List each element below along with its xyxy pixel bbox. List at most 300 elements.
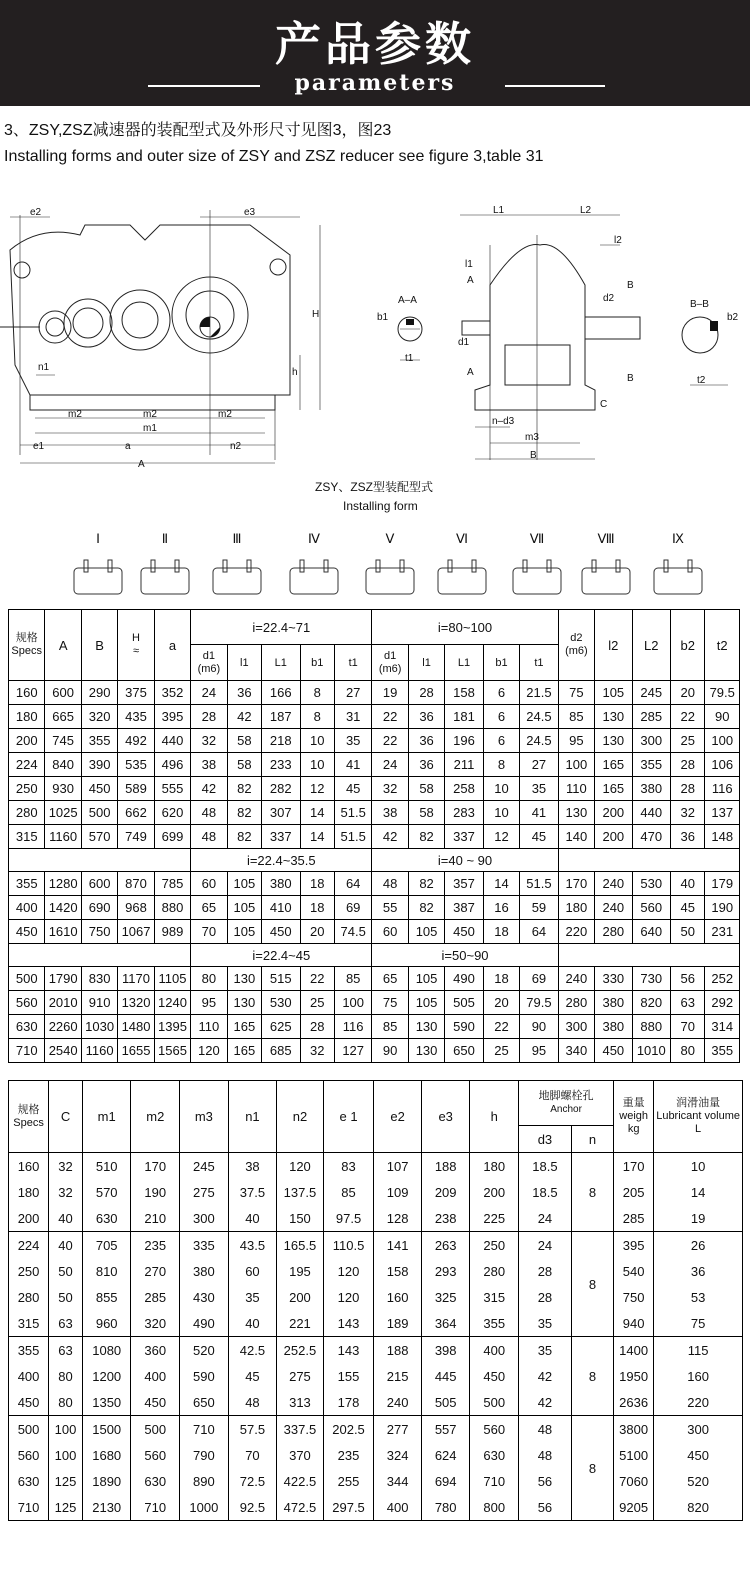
table-cell: 22: [671, 705, 705, 729]
table-cell: 280: [9, 1284, 49, 1310]
table-cell: 20: [300, 920, 334, 944]
table-cell: 560: [9, 991, 45, 1015]
dim-d2: d2: [603, 293, 615, 304]
installing-form-box: [74, 568, 122, 594]
table-cell: 313: [277, 1389, 323, 1416]
t1-header-H: H ≈: [118, 610, 154, 681]
installing-form-shaft: [688, 560, 692, 572]
table-cell: 80: [671, 1039, 705, 1063]
section-bb-t2: t2: [697, 375, 706, 386]
table-cell: 500: [81, 801, 117, 825]
table-cell: 85: [372, 1015, 408, 1039]
table-cell: 57.5: [228, 1416, 277, 1443]
table-cell: 180: [9, 705, 45, 729]
table-cell: 557: [421, 1416, 470, 1443]
table-cell: 263: [421, 1232, 470, 1259]
t2-header-e2: e2: [374, 1081, 422, 1153]
table-cell: 10: [654, 1153, 743, 1180]
dim-d1: d1: [458, 337, 470, 348]
table-cell: 48: [519, 1442, 572, 1468]
table-cell: 45: [520, 825, 558, 849]
installing-form-shaft: [592, 560, 596, 572]
table-cell: 95: [558, 729, 594, 753]
table-cell: 2130: [82, 1494, 131, 1521]
dim-e3: e3: [244, 207, 256, 218]
table-cell: 27: [334, 681, 371, 705]
table-cell: 840: [45, 753, 81, 777]
table-cell: 95: [520, 1039, 558, 1063]
table-cell: 1790: [45, 967, 81, 991]
t1-header-b2: b2: [671, 610, 705, 681]
table-cell: 10: [483, 801, 519, 825]
table-cell: 330: [595, 967, 632, 991]
table-cell: 116: [334, 1015, 371, 1039]
installing-form-shaft: [324, 560, 328, 572]
table-cell: 440: [632, 801, 670, 825]
installing-form-shaft: [151, 560, 155, 572]
table-cell: 245: [632, 681, 670, 705]
table-cell: 35: [519, 1337, 572, 1364]
table-cell: 435: [118, 705, 154, 729]
table-cell: 19: [372, 681, 408, 705]
table-cell: 1320: [118, 991, 154, 1015]
table-cell: 430: [180, 1284, 229, 1310]
table-cell: 320: [131, 1310, 180, 1337]
table-cell: 55: [372, 896, 408, 920]
table-cell: 357: [445, 872, 483, 896]
t2-header-weight: 重量 weigh kg: [614, 1081, 654, 1153]
table-cell: 20: [483, 991, 519, 1015]
table-cell: 352: [154, 681, 190, 705]
table-cell: 130: [558, 801, 594, 825]
table-cell: 314: [705, 1015, 740, 1039]
table-cell: 292: [705, 991, 740, 1015]
table-cell: 41: [334, 753, 371, 777]
table-cell: 630: [82, 1205, 131, 1232]
table-cell: 187: [262, 705, 300, 729]
table-cell: 280: [558, 991, 594, 1015]
table-cell: 69: [334, 896, 371, 920]
table-cell: 38: [228, 1153, 277, 1180]
table-cell: 143: [323, 1337, 374, 1364]
table-cell: 315: [470, 1284, 519, 1310]
table-cell: 492: [118, 729, 154, 753]
installing-form-label: Ⅰ: [96, 531, 100, 546]
table-cell: 189: [374, 1310, 422, 1337]
table-cell: 180: [470, 1153, 519, 1180]
table-cell: 1160: [45, 825, 81, 849]
table-cell: 1890: [82, 1468, 131, 1494]
table-cell: 179: [705, 872, 740, 896]
table-cell: 35: [334, 729, 371, 753]
table-cell: 240: [595, 896, 632, 920]
table-cell: 100: [705, 729, 740, 753]
table-cell: 1025: [45, 801, 81, 825]
side-view: [460, 215, 640, 460]
t1-header-b1-b: b1: [483, 645, 519, 681]
table-cell: 125: [49, 1468, 83, 1494]
table-cell: 535: [118, 753, 154, 777]
intro-line-cn: 3、ZSY,ZSZ减速器的装配型式及外形尺寸见图3，图23: [4, 122, 392, 139]
dim-L2: L2: [580, 205, 592, 216]
range-blank: [558, 849, 739, 872]
table-cell: 38: [191, 753, 227, 777]
t1-header-t1-b: t1: [520, 645, 558, 681]
table-cell: 337.5: [277, 1416, 323, 1443]
table-cell: 69: [520, 967, 558, 991]
table-cell: 285: [614, 1205, 654, 1232]
dim-H: H: [312, 309, 320, 320]
table-cell: 105: [227, 920, 261, 944]
table-cell: 665: [45, 705, 81, 729]
table-cell: 170: [558, 872, 594, 896]
table-cell: 22: [372, 729, 408, 753]
table-cell: 470: [632, 825, 670, 849]
table-cell: 315: [9, 825, 45, 849]
table-cell: 1030: [81, 1015, 117, 1039]
table-cell: 218: [262, 729, 300, 753]
table-cell: 72.5: [228, 1468, 277, 1494]
table-cell: 65: [372, 967, 408, 991]
table-row: [9, 1232, 743, 1259]
table-row: [9, 1468, 743, 1494]
anchor-count-cell: 8: [571, 1232, 613, 1337]
table-cell: 307: [262, 801, 300, 825]
table-row: [9, 777, 740, 801]
table-cell: 130: [227, 991, 261, 1015]
table-cell: 380: [595, 1015, 632, 1039]
table-cell: 165: [595, 777, 632, 801]
table-cell: 165: [227, 1015, 261, 1039]
table-cell: 128: [374, 1205, 422, 1232]
table-cell: 620: [154, 801, 190, 825]
table-cell: 82: [408, 825, 444, 849]
table-cell: 143: [323, 1310, 374, 1337]
table-cell: 705: [82, 1232, 131, 1259]
table-cell: 26: [654, 1232, 743, 1259]
table-cell: 855: [82, 1284, 131, 1310]
table-cell: 166: [262, 681, 300, 705]
table-cell: 870: [118, 872, 154, 896]
table-cell: 750: [81, 920, 117, 944]
table-cell: 58: [227, 753, 261, 777]
table-cell: 42: [372, 825, 408, 849]
table-cell: 140: [558, 825, 594, 849]
table-cell: 110.5: [323, 1232, 374, 1259]
table-cell: 930: [45, 777, 81, 801]
table-cell: 600: [45, 681, 81, 705]
installing-form-shaft: [523, 560, 527, 572]
table-cell: 130: [408, 1015, 444, 1039]
table-cell: 785: [154, 872, 190, 896]
dim-B-top: B: [627, 280, 634, 291]
table-cell: 472.5: [277, 1494, 323, 1521]
table-cell: 137.5: [277, 1179, 323, 1205]
installing-form-box: [213, 568, 261, 594]
table-cell: 360: [131, 1337, 180, 1364]
table-cell: 355: [9, 1337, 49, 1364]
table-cell: 2260: [45, 1015, 81, 1039]
table-cell: 355: [632, 753, 670, 777]
table-cell: 79.5: [705, 681, 740, 705]
table-cell: 14: [300, 801, 334, 825]
table-cell: 32: [300, 1039, 334, 1063]
table-cell: 28: [191, 705, 227, 729]
table-cell: 515: [262, 967, 300, 991]
dim-n2: n2: [230, 441, 242, 452]
table-cell: 45: [334, 777, 371, 801]
table-cell: 240: [558, 967, 594, 991]
table-cell: 250: [470, 1232, 519, 1259]
table-row: [9, 825, 740, 849]
section-aa: [377, 295, 422, 364]
table-cell: 710: [180, 1416, 229, 1443]
table-cell: 1010: [632, 1039, 670, 1063]
table-cell: 80: [49, 1389, 83, 1416]
table-cell: 830: [81, 967, 117, 991]
table-cell: 48: [191, 825, 227, 849]
t1-header-l1: l1: [227, 645, 261, 681]
table-cell: 300: [180, 1205, 229, 1232]
table-row: [9, 1205, 743, 1232]
table-cell: 106: [705, 753, 740, 777]
table-cell: 600: [81, 872, 117, 896]
table-cell: 42.5: [228, 1337, 277, 1364]
table-cell: 1655: [118, 1039, 154, 1063]
table-cell: 699: [154, 825, 190, 849]
table-cell: 500: [131, 1416, 180, 1443]
table-cell: 125: [49, 1494, 83, 1521]
table-cell: 63: [49, 1337, 83, 1364]
table-cell: 109: [374, 1179, 422, 1205]
dim-e2: e2: [30, 207, 42, 218]
table-cell: 710: [470, 1468, 519, 1494]
table-cell: 158: [374, 1258, 422, 1284]
table-cell: 275: [277, 1363, 323, 1389]
table-cell: 100: [49, 1442, 83, 1468]
table-cell: 115: [654, 1337, 743, 1364]
range-blank: [9, 944, 191, 967]
table-cell: 65: [191, 896, 227, 920]
t2-header-anchor: 地脚螺栓孔 Anchor: [519, 1081, 614, 1126]
table-cell: 32: [191, 729, 227, 753]
table-cell: 410: [262, 896, 300, 920]
table-cell: 530: [632, 872, 670, 896]
table-cell: 25: [671, 729, 705, 753]
t2-header-e1: e 1: [323, 1081, 374, 1153]
table-cell: 560: [470, 1416, 519, 1443]
installing-form-box: [141, 568, 189, 594]
table-cell: 890: [180, 1468, 229, 1494]
table-cell: 1565: [154, 1039, 190, 1063]
table-cell: 1480: [118, 1015, 154, 1039]
table-cell: 28: [671, 753, 705, 777]
table-cell: 880: [632, 1015, 670, 1039]
table-cell: 205: [614, 1179, 654, 1205]
table-cell: 224: [9, 1232, 49, 1259]
table-cell: 28: [519, 1284, 572, 1310]
table-cell: 32: [671, 801, 705, 825]
spec-table-1: [8, 609, 740, 1063]
section-aa-title: A–A: [398, 295, 417, 306]
dim-n1: n1: [38, 362, 50, 373]
table-cell: 12: [483, 825, 519, 849]
table-cell: 400: [470, 1337, 519, 1364]
table-cell: 85: [558, 705, 594, 729]
table-cell: 14: [483, 872, 519, 896]
table-cell: 160: [9, 1153, 49, 1180]
table-cell: 209: [421, 1179, 470, 1205]
table-cell: 235: [131, 1232, 180, 1259]
table-cell: 64: [520, 920, 558, 944]
table-cell: 160: [654, 1363, 743, 1389]
table-cell: 1395: [154, 1015, 190, 1039]
table-cell: 1200: [82, 1363, 131, 1389]
table-cell: 200: [470, 1179, 519, 1205]
table-row: [9, 967, 740, 991]
table-cell: 630: [9, 1015, 45, 1039]
table-cell: 19: [654, 1205, 743, 1232]
table-cell: 75: [372, 991, 408, 1015]
table-cell: 10: [300, 753, 334, 777]
table-cell: 355: [470, 1310, 519, 1337]
t1-header-t1: t1: [334, 645, 371, 681]
table-cell: 1105: [154, 967, 190, 991]
table-cell: 24: [372, 753, 408, 777]
table-cell: 293: [421, 1258, 470, 1284]
table-cell: 10: [300, 729, 334, 753]
table-cell: 110: [558, 777, 594, 801]
t1-header-l1-b: l1: [408, 645, 444, 681]
section-bb-b2: b2: [727, 312, 739, 323]
table-cell: 60: [191, 872, 227, 896]
table-cell: 82: [408, 872, 444, 896]
table-cell: 20: [671, 681, 705, 705]
table-cell: 355: [81, 729, 117, 753]
table-group: [9, 1232, 743, 1337]
page-header: [0, 0, 750, 106]
table-cell: 625: [262, 1015, 300, 1039]
table-cell: 97.5: [323, 1205, 374, 1232]
table-cell: 210: [131, 1205, 180, 1232]
table-cell: 24.5: [520, 729, 558, 753]
table-cell: 41: [520, 801, 558, 825]
table-cell: 320: [81, 705, 117, 729]
installing-form-shaft: [175, 560, 179, 572]
table-cell: 51.5: [334, 801, 371, 825]
table-row: [9, 1363, 743, 1389]
table-cell: 22: [300, 967, 334, 991]
table-cell: 450: [9, 920, 45, 944]
t1-header-d1: d1 (m6): [191, 645, 227, 681]
table-cell: 48: [228, 1389, 277, 1416]
table-cell: 450: [470, 1363, 519, 1389]
table-cell: 685: [262, 1039, 300, 1063]
table-cell: 220: [558, 920, 594, 944]
table-cell: 160: [9, 681, 45, 705]
table-cell: 400: [9, 896, 45, 920]
table-cell: 364: [421, 1310, 470, 1337]
table-cell: 21.5: [520, 681, 558, 705]
table-cell: 190: [131, 1179, 180, 1205]
table-cell: 28: [671, 777, 705, 801]
installing-form-shaft: [247, 560, 251, 572]
table-cell: 440: [154, 729, 190, 753]
table-cell: 148: [705, 825, 740, 849]
table-cell: 85: [323, 1179, 374, 1205]
table-cell: 650: [445, 1039, 483, 1063]
table-cell: 60: [228, 1258, 277, 1284]
table-cell: 375: [118, 681, 154, 705]
table-cell: 1610: [45, 920, 81, 944]
installing-form-shaft: [472, 560, 476, 572]
table-cell: 337: [262, 825, 300, 849]
t1-header-L1: L1: [262, 645, 300, 681]
table-cell: 137: [705, 801, 740, 825]
table-cell: 105: [227, 872, 261, 896]
table-row: [9, 1039, 740, 1063]
table-row: [9, 1258, 743, 1284]
table-cell: 75: [654, 1310, 743, 1337]
table-cell: 22: [483, 1015, 519, 1039]
table-cell: 250: [9, 777, 45, 801]
table-cell: 64: [334, 872, 371, 896]
table-cell: 7060: [614, 1468, 654, 1494]
table-cell: 1500: [82, 1416, 131, 1443]
table-cell: 188: [421, 1153, 470, 1180]
table-cell: 24.5: [520, 705, 558, 729]
anchor-count-cell: 8: [571, 1153, 613, 1232]
table-cell: 38: [372, 801, 408, 825]
table-cell: 422.5: [277, 1468, 323, 1494]
table-cell: 50: [49, 1284, 83, 1310]
table-cell: 181: [445, 705, 483, 729]
t2-header-h: h: [470, 1081, 519, 1153]
table-cell: 40: [228, 1205, 277, 1232]
table-cell: 120: [191, 1039, 227, 1063]
table-cell: 180: [558, 896, 594, 920]
table-cell: 105: [408, 967, 444, 991]
table-cell: 120: [323, 1258, 374, 1284]
t2-header-n: n: [571, 1126, 613, 1153]
table-row: [9, 681, 740, 705]
table-cell: 370: [277, 1442, 323, 1468]
range-blank: [9, 849, 191, 872]
table-cell: 130: [227, 967, 261, 991]
table-group: [9, 1416, 743, 1521]
table-group: [9, 1153, 743, 1232]
table-cell: 196: [445, 729, 483, 753]
table-cell: 496: [154, 753, 190, 777]
table-cell: 31: [334, 705, 371, 729]
table-cell: 36: [227, 681, 261, 705]
table-cell: 82: [408, 896, 444, 920]
table-cell: 315: [9, 1310, 49, 1337]
anchor-count-cell: 8: [571, 1416, 613, 1521]
table-cell: 624: [421, 1442, 470, 1468]
table-cell: 280: [470, 1258, 519, 1284]
table-cell: 240: [595, 872, 632, 896]
table-cell: 233: [262, 753, 300, 777]
dim-m1: m1: [143, 423, 157, 434]
table-cell: 960: [82, 1310, 131, 1337]
table-cell: 70: [191, 920, 227, 944]
table-cell: 290: [81, 681, 117, 705]
table-cell: 120: [277, 1153, 323, 1180]
table-cell: 165: [595, 753, 632, 777]
table-cell: 325: [421, 1284, 470, 1310]
table-cell: 337: [445, 825, 483, 849]
